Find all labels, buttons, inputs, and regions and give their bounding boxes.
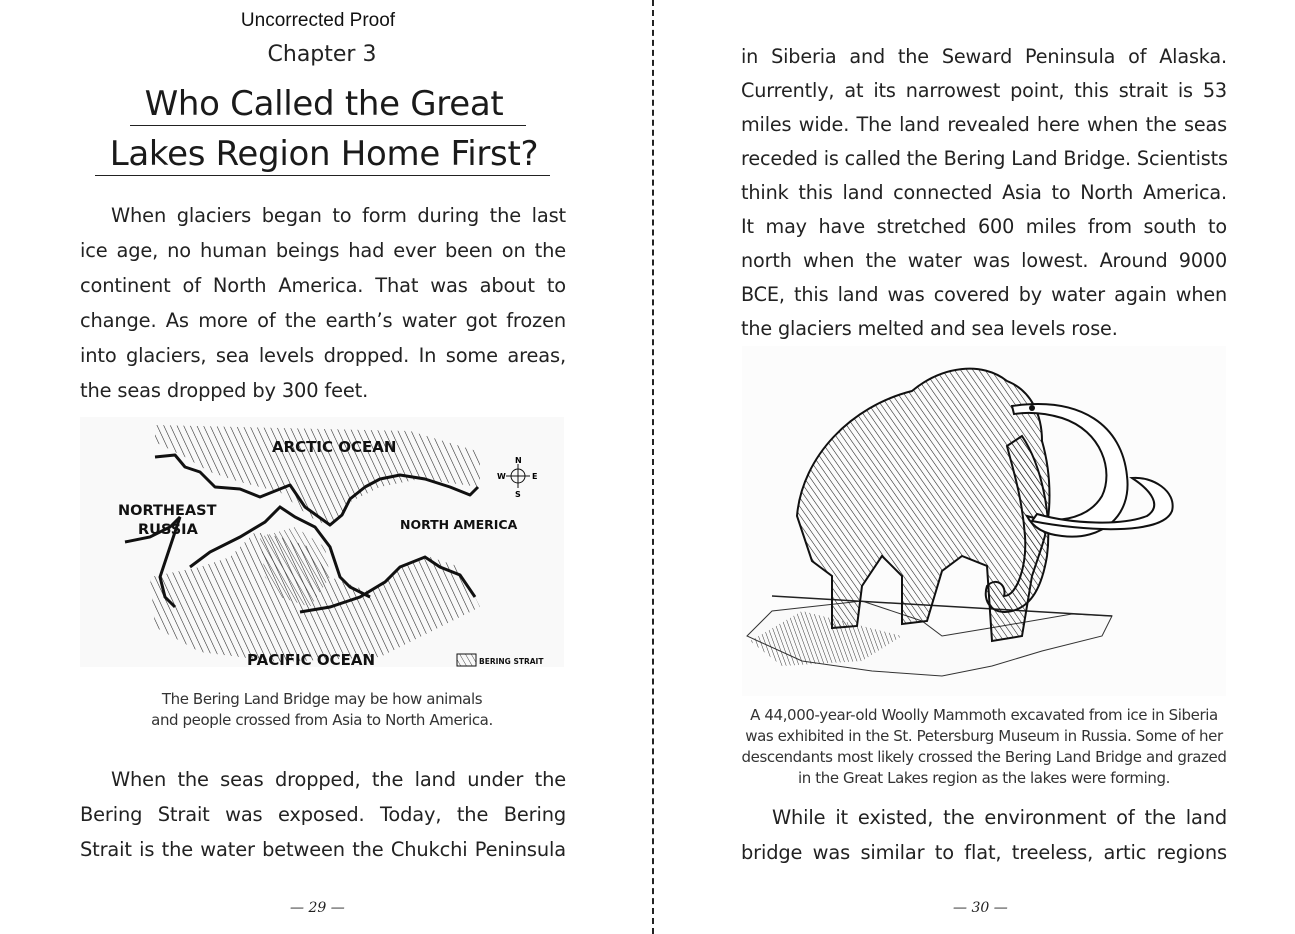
text-line: When the seas dropped, the land under the <box>111 768 566 791</box>
text-line: It may have stretched 600 miles from south to <box>741 215 1227 238</box>
bering-land-bridge-map <box>80 417 564 667</box>
mammoth-drawing <box>742 346 1226 696</box>
proof-label: Uncorrected Proof <box>240 10 396 31</box>
svg-text:N: N <box>515 456 522 465</box>
text-line: ice age, no human beings had ever been on the <box>80 239 566 262</box>
svg-text:S: S <box>515 490 521 499</box>
chapter-title-line-2: Lakes Region Home First? <box>109 134 539 174</box>
map-label-russia-2: RUSSIA <box>138 522 198 538</box>
map-illustration <box>80 417 564 667</box>
text-line: While it existed, the environment of the land <box>772 806 1227 829</box>
text-line: receded is called the Bering Land Bridge. Scientists <box>741 147 1228 170</box>
caption-line: The Bering Land Bridge may be how animals <box>161 690 483 708</box>
map-label-pacific: PACIFIC OCEAN <box>247 651 376 667</box>
paragraph-bering-strait <box>80 762 566 867</box>
chapter-title-line-1: Who Called the Great <box>144 84 504 124</box>
text-line: Currently, at its narrowest point, this strait is 53 <box>741 79 1227 102</box>
title-underline-2 <box>95 175 550 176</box>
caption-line: was exhibited in the St. Petersburg Museum in Russia. Some of her <box>745 727 1223 745</box>
text-line: When glaciers began to form during the last <box>111 204 566 227</box>
woolly-mammoth-illustration <box>742 346 1226 696</box>
map-caption <box>80 689 564 731</box>
caption-line: A 44,000-year-old Woolly Mammoth excavated from ice in Siberia <box>750 706 1218 724</box>
paragraph-environment <box>741 800 1227 870</box>
text-line: the seas dropped by 300 feet. <box>80 379 369 402</box>
text-line: bridge was similar to flat, treeless, artic regions <box>741 841 1227 864</box>
text-line: Bering Strait was exposed. Today, the Bering <box>80 803 566 826</box>
svg-text:W: W <box>497 472 506 481</box>
map-label-north-america: NORTH AMERICA <box>400 517 518 532</box>
svg-text:BERING STRAIT: BERING STRAIT <box>479 657 544 666</box>
text-line: into glaciers, sea levels dropped. In some areas, <box>80 344 566 367</box>
page-number: — 30 — <box>953 900 1008 916</box>
text-line: think this land connected Asia to North America. <box>741 181 1227 204</box>
text-line: BCE, this land was covered by water again when <box>741 283 1227 306</box>
title-underline-1 <box>130 125 526 126</box>
text-line: miles wide. The land revealed here when the seas <box>741 113 1227 136</box>
chapter-number: Chapter 3 <box>267 42 377 67</box>
caption-line: and people crossed from Asia to North America. <box>151 711 493 729</box>
map-label-arctic: ARCTIC OCEAN <box>272 438 397 456</box>
text-line: the glaciers melted and sea levels rose. <box>741 317 1118 340</box>
paragraph-land-bridge <box>741 40 1227 346</box>
text-line: in Siberia and the Seward Peninsula of Alaska. <box>741 45 1227 68</box>
text-line: continent of North America. That was about to <box>80 274 566 297</box>
map-legend <box>457 654 544 666</box>
compass-rose-icon <box>497 456 537 499</box>
mammoth-caption <box>738 705 1230 789</box>
page-gutter-divider <box>652 0 654 934</box>
svg-text:E: E <box>532 472 538 481</box>
text-line: north when the water was lowest. Around 9000 <box>741 249 1227 272</box>
text-line: change. As more of the earth’s water got frozen <box>80 309 566 332</box>
page-number: — 29 — <box>290 900 345 916</box>
map-label-russia-1: NORTHEAST <box>118 503 217 519</box>
caption-line: descendants most likely crossed the Bering Land Bridge and grazed <box>741 748 1227 766</box>
caption-line: in the Great Lakes region as the lakes were forming. <box>797 769 1171 787</box>
paragraph-glaciers <box>80 198 566 408</box>
text-line: Strait is the water between the Chukchi Peninsula <box>80 838 566 861</box>
